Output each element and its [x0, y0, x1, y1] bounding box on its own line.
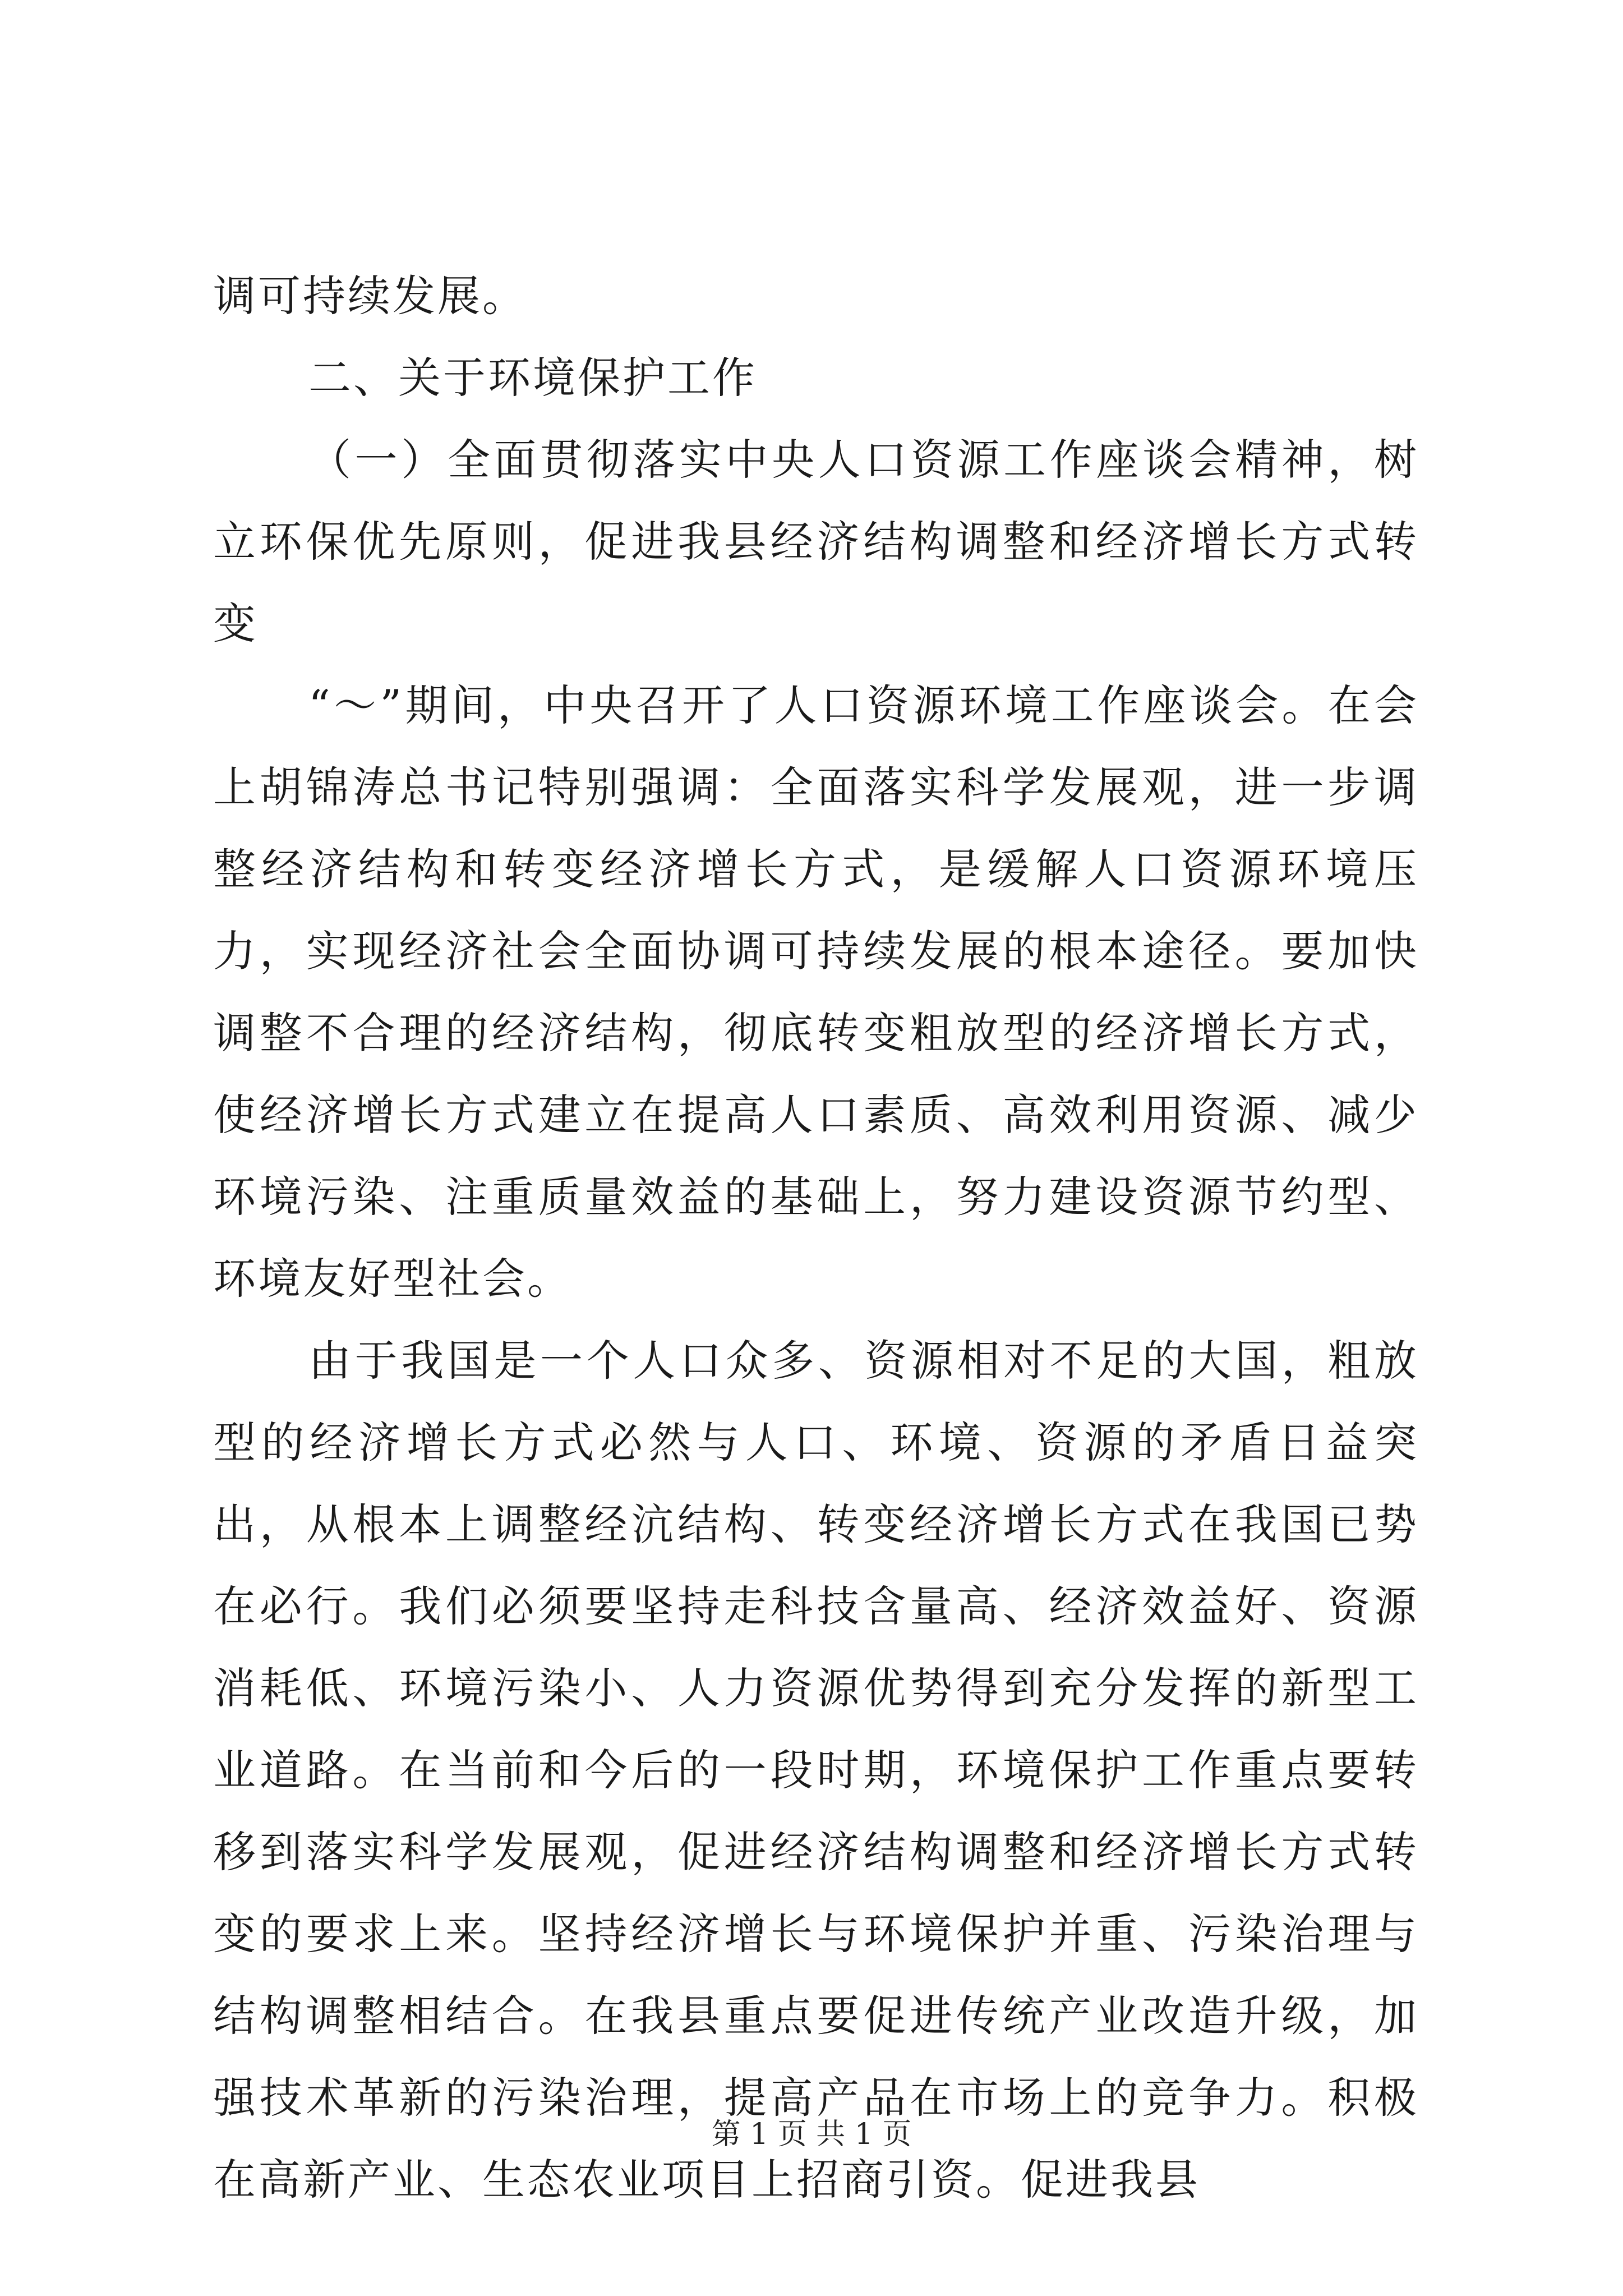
- document-body: [213, 255, 1419, 2221]
- subsection-heading: （一）全面贯彻落实中央人口资源工作座谈会精神，树立环保优先原则，促进我县经济结构调整和经济增长方式转变: [213, 435, 1419, 648]
- paragraph-continuation: 调可持续发展。: [213, 271, 527, 321]
- paragraph: “～”期间，中央召开了人口资源环境工作座谈会。在会上胡锦涛总书记特别强调：全面落实科学发展观，进一步调整经济结构和转变经济增长方式，是缓解人口资源环境压力，实现经济社会全面协调可持续发展的根本途径。要加快调整不合理的经济结构，彻底转变粗放型的经济增长方式，使经济增长方式建立在提高人口素质、高效利用资源、减少环境污染、注重质量效益的基础上，努力建设资源节约型、环境友好型社会。: [213, 680, 1419, 1304]
- section-heading: 二、关于环境保护工作: [308, 353, 757, 403]
- paragraph: 由于我国是一个人口众多、资源相对不足的大国，粗放型的经济增长方式必然与人口、环境、资源的矛盾日益突出，从根本上调整经沆结构、转变经济增长方式在我国已势在必行。我们必须要坚持走科技含量高、经济效益好、资源消耗低、环境污染小、人力资源优势得到充分发挥的新型工业道路。在当前和今后的一段时期，环境保护工作重点要转移到落实科学发展观，促进经济结构调整和经济增长方式转变的要求上来。坚持经济增长与环境保护并重、污染治理与结构调整相结合。在我县重点要促进传统产业改造升级，加强技术革新的污染治理，提高产品在市场上的竞争力。积极在高新产业、生态农业项目上招商引资。促进我县: [213, 1336, 1419, 2205]
- page-footer: 第 1 页 共 1 页: [711, 2118, 912, 2151]
